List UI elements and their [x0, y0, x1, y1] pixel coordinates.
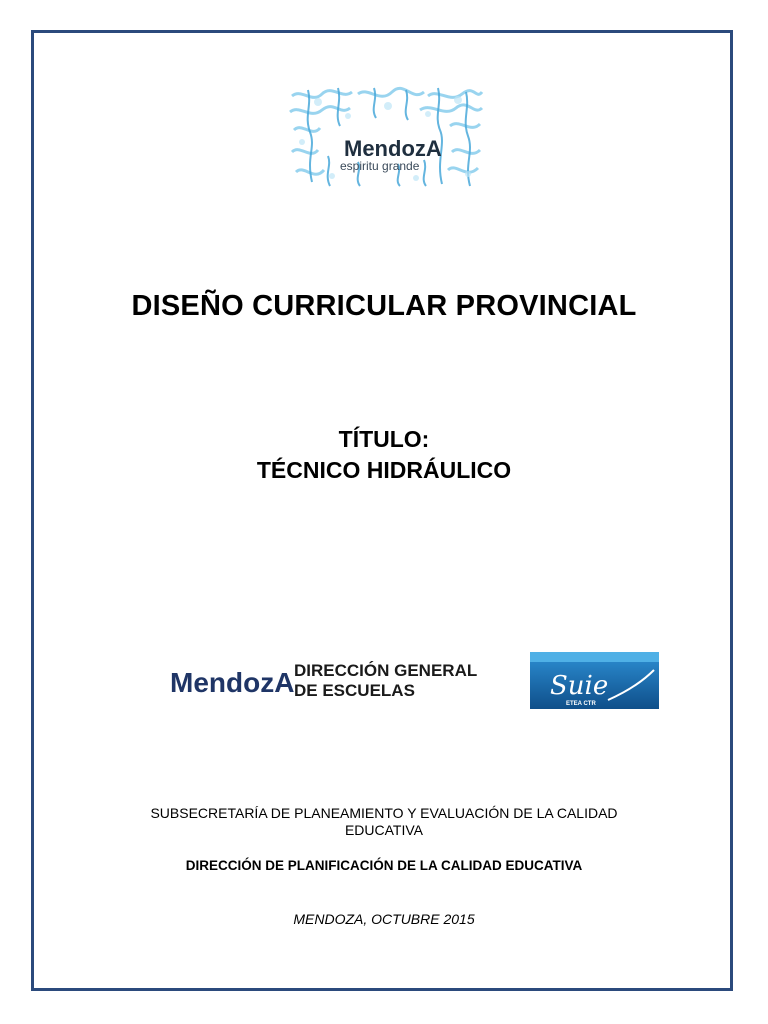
- mendoza-dge-logo: [168, 656, 480, 702]
- top-logo-text: MendozA: [344, 136, 442, 161]
- date-place-text: MENDOZA, OCTUBRE 2015: [293, 911, 475, 927]
- top-logo-tagline: espiritu grande: [340, 159, 420, 173]
- subtitle-label: TÍTULO:: [338, 426, 430, 452]
- document-title: DISEÑO CURRICULAR PROVINCIAL: [131, 290, 637, 322]
- mendoza-espiritu-grande-logo: [288, 86, 484, 188]
- dge-logo-brand: MendozA: [170, 667, 295, 698]
- subtitle-value: TÉCNICO HIDRÁULICO: [256, 457, 512, 483]
- subsecretaria-text: SUBSECRETARÍA DE PLANEAMIENTO Y EVALUACIÓN DE LA CALIDAD EDUCATIVA: [150, 805, 618, 838]
- dge-logo-line2: DE ESCUELAS: [294, 681, 415, 700]
- direccion-text: DIRECCIÓN DE PLANIFICACIÓN DE LA CALIDAD EDUCATIVA: [185, 858, 583, 873]
- suie-logo-small: ETEA CTR: [566, 701, 596, 707]
- suie-logo: [530, 652, 659, 709]
- document-subtitle: [0, 424, 768, 486]
- suie-logo-text: Suie: [550, 671, 609, 701]
- dge-logo-line1: DIRECCIÓN GENERAL: [294, 661, 478, 680]
